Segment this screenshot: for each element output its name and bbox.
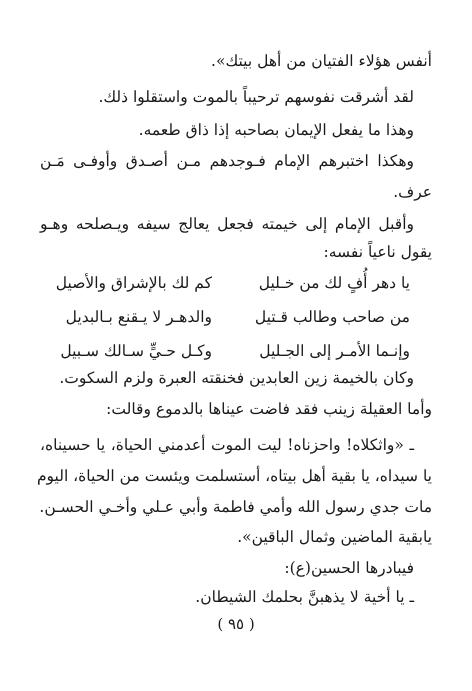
text-line-1: أنفس هؤلاء الفتيان من أهل بيتك». — [211, 52, 432, 70]
text-line-14: فيبادرها الحسين(ع): — [284, 559, 414, 577]
text-line-7: يقول ناعياً نفسه: — [323, 243, 432, 261]
text-line-15: ـ يا أخية لا يذهبنَّ بحلمك الشيطان. — [195, 588, 414, 606]
verse-3-left: وكـل حـيٍّ سـالك سـبيل — [60, 342, 212, 360]
text-line-6: وأقبل الإمام إلى خيمته فجعل يعالج سيفه ويـصلحه وهـو — [40, 215, 414, 233]
verse-1-right: يا دهر أُفٍ لك من خـليل — [258, 274, 410, 292]
page-number: ( ٩٥ ) — [217, 615, 255, 633]
text-line-8: وكان بالخيمة زين العابدين فخنقته العبرة ولزم السكوت. — [59, 369, 414, 387]
text-line-4: وهكذا اختبرهم الإمام فـوجدهم مـن أصـدق وأوفـى مَـن — [40, 152, 414, 170]
verse-2-left: والدهـر لا يـقنع بـالبديل — [65, 308, 212, 326]
verse-1-left: كم لك بالإشراق والأصيل — [55, 274, 212, 292]
text-line-9: وأما العقيلة زينب فقد فاضت عيناها بالدموع وقالت: — [106, 400, 432, 418]
text-line-10: ـ «واثكلاه! واحزناه! ليت الموت أعدمني الحياة، يا حسيناه، — [40, 436, 414, 454]
text-line-13: يابقية الماضين وثمال الباقين». — [237, 528, 432, 546]
text-line-5: عرف. — [393, 183, 432, 201]
text-line-2: لقد أشرقت نفوسهم ترحيباً بالموت واستقلوا ذلك. — [98, 88, 414, 106]
verse-2-right: من صاحب وطالب قـتيل — [254, 308, 410, 326]
text-line-3: وهذا ما يفعل الإيمان بصاحبه إذا ذاق طعمه. — [138, 121, 414, 139]
text-line-12: مات جدي رسول الله وأمي فاطمة وأبي عـلي وأخـي الحسـن. — [39, 498, 432, 516]
text-line-11: يا سيداه، يا بقية أهل بيتاه، أستسلمت ويئست من الحياة، اليوم — [36, 467, 432, 485]
verse-3-right: وإنـما الأمـر إلى الجـليل — [259, 342, 410, 360]
